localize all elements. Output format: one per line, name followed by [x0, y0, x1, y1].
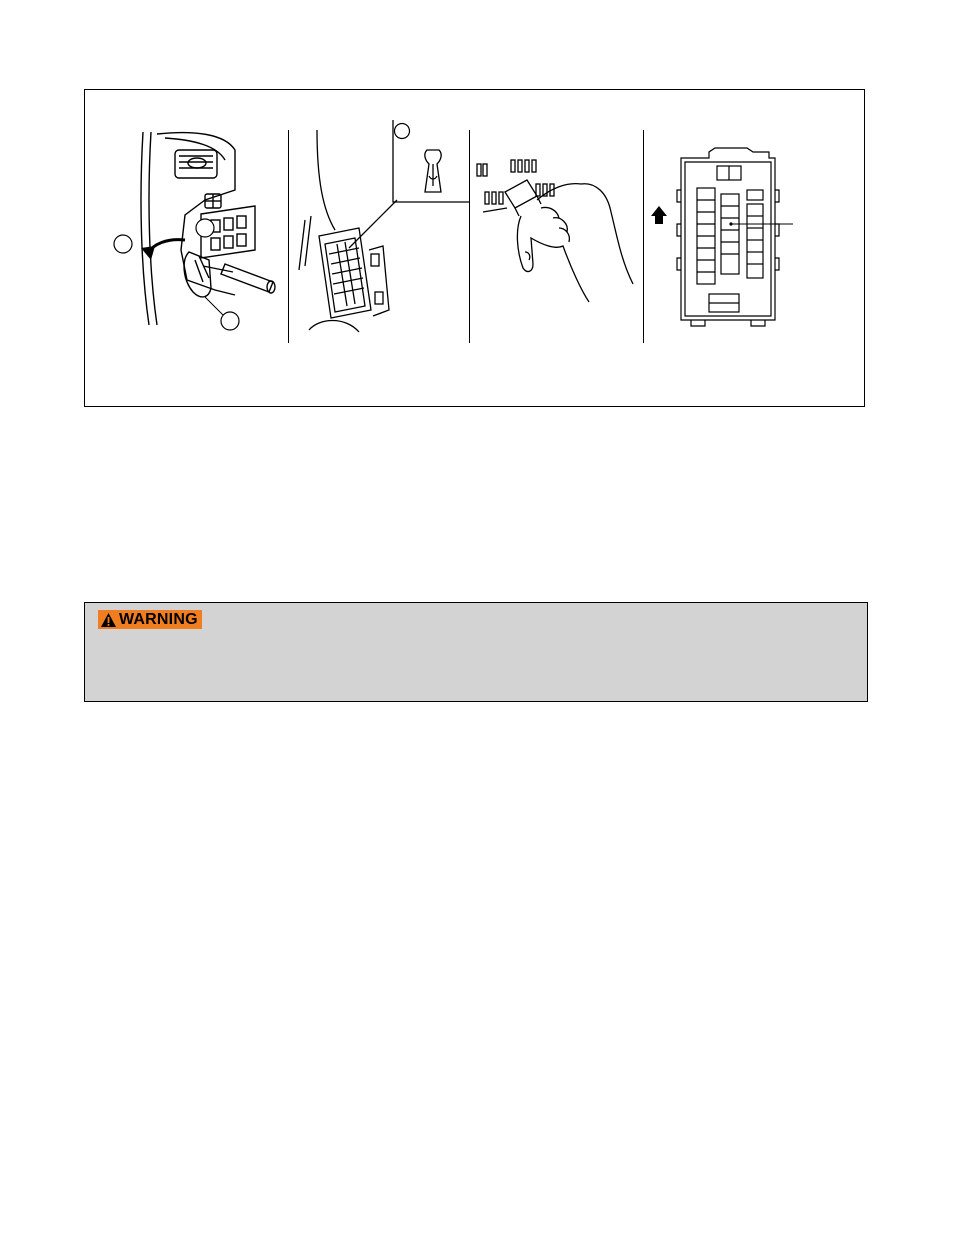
warning-panel — [84, 602, 868, 702]
warning-triangle-icon — [100, 612, 117, 628]
panel-pull-fuse — [471, 120, 643, 360]
circled-callout-icon — [221, 312, 239, 330]
panel-divider — [643, 130, 644, 343]
hand-icon — [517, 216, 589, 302]
fuse-illustration-figure — [84, 89, 865, 407]
panel-remove-cover — [105, 120, 290, 360]
warning-badge — [98, 610, 202, 629]
warning-label: WARNING — [119, 610, 198, 628]
panel-divider — [469, 130, 470, 343]
panel-fuse-box-layout — [645, 120, 863, 360]
circled-callout-icon — [196, 219, 214, 237]
up-arrow-icon — [651, 206, 667, 224]
circled-callout-icon — [395, 124, 410, 139]
circled-callout-icon — [114, 235, 132, 253]
panel-fuse-block-detail — [289, 120, 470, 360]
fuse-icon — [505, 180, 537, 208]
